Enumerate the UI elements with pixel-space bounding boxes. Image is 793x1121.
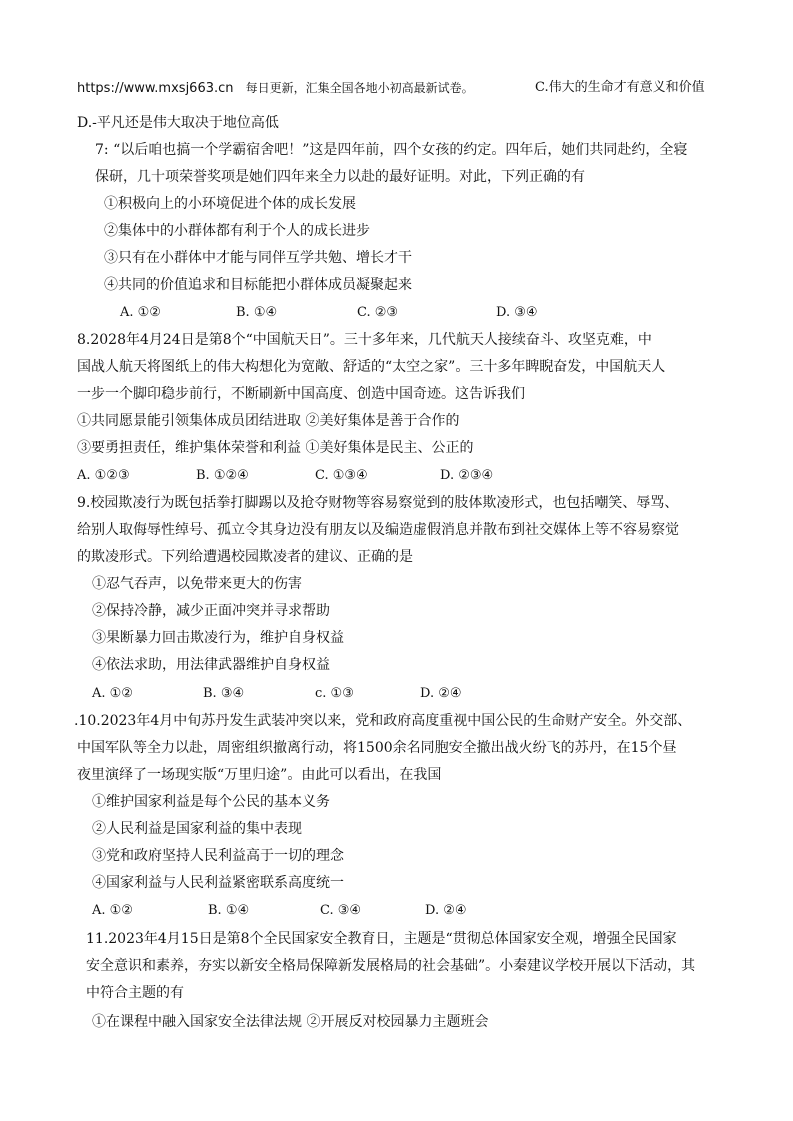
q7-option-b[interactable]: B. ①④ (236, 305, 278, 320)
question-9-stem-cont-2: 的欺凌形式。下列给遭遇校园欺凌者的建议、正确的是 (77, 549, 413, 565)
q7-option-d[interactable]: D. ③④ (496, 305, 538, 320)
question-9-stem: 9.校园欺凌行为既包括拳打脚踢以及抢夺财物等容易察觉到的肢体欺凌形式，也包括嘲笑、辱骂、 (77, 495, 679, 511)
question-7-stem-cont: 保研，几十项荣誉奖项是她们四年来全力以赴的最好证明。对此，下列正确的有 (95, 169, 585, 185)
question-10-stem-cont-2: 夜里演绎了一场现实版“万里归途”。由此可以看出，在我国 (77, 767, 442, 783)
q8-option-d[interactable]: D. ②③④ (440, 468, 494, 483)
q10-option-b[interactable]: B. ①④ (208, 903, 250, 918)
q11-statements-row-1: ①在课程中融入国家安全法律法规 ②开展反对校园暴力主题班会 (92, 1014, 489, 1030)
q10-statement-4: ④国家利益与人民利益紧密联系高度统一 (92, 875, 344, 891)
q8-statements-row-2: ③要勇担责任，维护集体荣誉和利益 ①美好集体是民主、公正的 (77, 440, 474, 456)
q7-option-a[interactable]: A. ①② (120, 305, 161, 320)
q10-statement-3: ③党和政府坚持人民利益高于一切的理念 (92, 848, 344, 864)
question-11-stem-cont-1: 安全意识和素养，夯实以新安全格局保障新发展格局的社会基础”。小秦建议学校开展以下活动，其 (86, 958, 696, 974)
site-note: 每日更新，汇集全国各地小初高最新试卷。 (245, 81, 474, 95)
question-8-stem-cont-1: 国战人航天将图纸上的伟大构想化为宽敞、舒适的“太空之家”。三十多年睥睨奋发，中国航天人 (77, 359, 666, 375)
q7-statement-2: ②集体中的小群体都有利于个人的成长进步 (104, 223, 370, 239)
question-8-stem-cont-2: 一步一个脚印稳步前行，不断刷新中国高度、创造中国奇迹。这告诉我们 (77, 386, 525, 402)
q10-option-a[interactable]: A. ①② (92, 903, 133, 918)
q9-option-a[interactable]: A. ①② (92, 686, 133, 701)
q8-option-c[interactable]: C. ①③④ (315, 468, 368, 483)
question-7-stem: 7: “以后咱也搞一个学霸宿舍吧！”这是四年前，四个女孩的约定。四年后，她们共同赴约，全寝 (95, 142, 688, 158)
site-url[interactable]: https://www.mxsj663.cn (77, 81, 234, 96)
question-11-stem-cont-2: 中符合主题的有 (86, 985, 184, 1001)
question-9-stem-cont-1: 给别人取侮辱性绰号、孤立令其身边没有朋友以及编造虚假消息并散布到社交媒体上等不容易察觉 (77, 522, 679, 538)
q10-statement-2: ②人民利益是国家利益的集中表现 (92, 821, 302, 837)
q8-statements-row-1: ①共同愿景能引领集体成员团结进取 ②美好集体是善于合作的 (77, 413, 460, 429)
q9-statement-3: ③果断暴力回击欺凌行为，维护自身权益 (92, 630, 344, 646)
q9-option-b[interactable]: B. ③④ (203, 686, 245, 701)
q7-option-c[interactable]: C. ②③ (357, 305, 399, 320)
q9-statement-1: ①忍气吞声，以免带来更大的伤害 (92, 576, 302, 592)
q10-option-c[interactable]: C. ③④ (320, 903, 362, 918)
q10-option-d[interactable]: D. ②④ (425, 903, 467, 918)
q9-statement-4: ④依法求助，用法律武器维护自身权益 (92, 657, 330, 673)
q9-statement-2: ②保持冷静，减少正面冲突并寻求帮助 (92, 603, 330, 619)
q8-option-a[interactable]: A. ①②③ (77, 468, 130, 483)
q7-statement-3: ③只有在小群体中才能与同伴互学共勉、增长才干 (104, 250, 412, 266)
q7-statement-4: ④共同的价值追求和目标能把小群体成员凝聚起来 (104, 277, 412, 293)
q9-option-d[interactable]: D. ②④ (420, 686, 462, 701)
question-8-stem: 8.2028年4月24日是第8个“中国航天日”。三十多年来，几代航天人接续奋斗、攻坚克难，中 (77, 332, 652, 348)
q8-option-b[interactable]: B. ①②④ (196, 468, 249, 483)
question-11-stem: 11.2023年4月15日是第8个全民国家安全教育日，主题是“贯彻总体国家安全观，增强全民国家 (86, 931, 677, 947)
option-d-q6: D.-平凡还是伟大取决于地位高低 (77, 115, 279, 131)
q7-statement-1: ①积极向上的小环境促进个体的成长发展 (104, 196, 356, 212)
question-10-stem-cont-1: 中国军队等全力以赴，周密组织撤离行动，将1500余名同胞安全撤出战火纷飞的苏丹，在15个昼 (77, 740, 677, 756)
question-10-stem: .10.2023年4月中旬苏丹发生武装冲突以来，党和政府高度重视中国公民的生命财产安全。外交部、 (74, 713, 692, 729)
q10-statement-1: ①维护国家利益是每个公民的基本义务 (92, 794, 330, 810)
header-line (77, 79, 474, 98)
q9-option-c[interactable]: c. ①③ (315, 686, 354, 701)
option-c-q6: C.伟大的生命才有意义和价值 (535, 80, 705, 95)
